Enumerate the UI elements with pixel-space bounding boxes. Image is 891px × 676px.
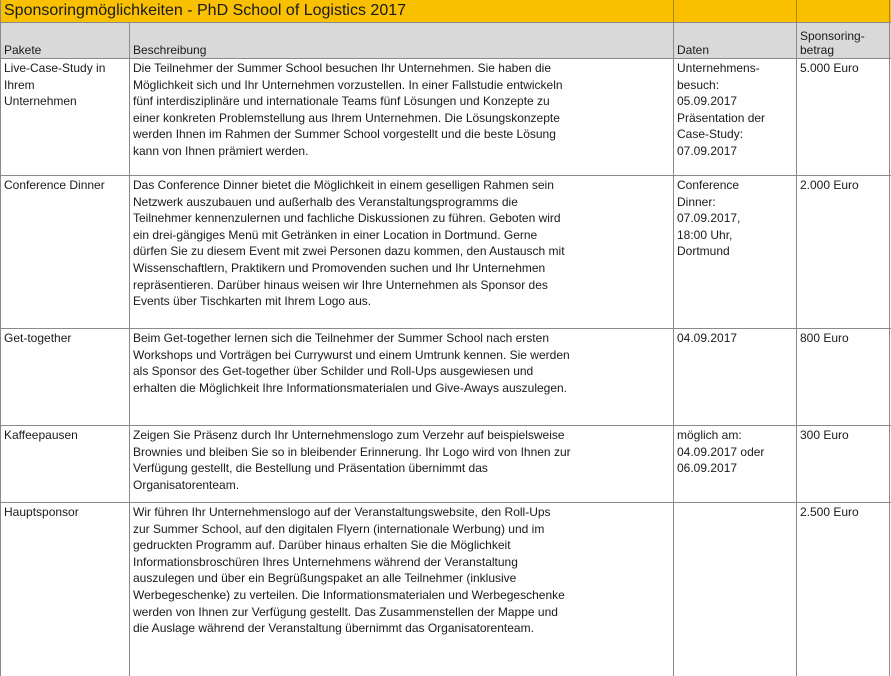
cell-beschreibung: Die Teilnehmer der Summer School besuchen Ihr Unternehmen. Sie haben die Möglichkeit sich und Ihr Unternehmen vorzustellen. In einer Fallstudie entwickeln fünf interdisziplinäre und internationale Teams fünf Lösungen und Konzepte zu einer konkreten Problemstellung aus Ihrem Unternehmen. Die Lösungskonzepte werden Ihnen im Rahmen der Summer School vorgestellt und die beste Lösung kann von Ihnen prämiert werden. [130,59,674,175]
cell-beschreibung: Wir führen Ihr Unternehmenslogo auf der Veranstaltungswebsite, den Roll-Ups zur Summer School, auf den digitalen Flyern (internationale Werbung) und im gedruckten Programm auf. Darüber hinaus erhalten Sie die Möglichkeit Informationsbroschüren Ihres Unternehmens während der Veranstaltung auszulegen und über ein Begrüßungspaket an alle Teilnehmer (inklusive Werbegeschenke) zu verteilen. Die Informationsmaterialen und Werbegeschenke werden von Ihnen zur Verfügung gestellt. Das Zusammenstellen der Mappe und die Auslage während der Veranstaltung übernimmt das Organisatorenteam. [130,503,674,676]
cell-daten [674,503,797,676]
header-row [0,23,891,59]
cell-daten: Conference Dinner: 07.09.2017, 18:00 Uhr, Dortmund [674,176,797,328]
table-title: Sponsoringmöglichkeiten - PhD School of Logistics 2017 [0,0,674,22]
cell-betrag: 2.000 Euro [797,176,890,328]
cell-paket: Kaffeepausen [0,426,130,502]
cell-betrag: 300 Euro [797,426,890,502]
table-row [0,503,891,676]
cell-betrag: 2.500 Euro [797,503,890,676]
title-row [0,0,891,23]
header-pakete: Pakete [0,23,130,58]
header-betrag: Sponsoring- betrag [797,23,890,58]
header-beschreibung: Beschreibung [130,23,674,58]
cell-beschreibung: Das Conference Dinner bietet die Möglichkeit in einem geselligen Rahmen sein Netzwerk auszubauen und außerhalb des Veranstaltungsprogramms die Teilnehmer kennenzulernen und fachliche Diskussionen zu führen. Geboten wird ein drei-gängiges Menü mit Getränken in einer Location in Dortmund. Gerne dürfen Sie zu diesem Event mit zwei Personen dazu kommen, den Austausch mit Wissenschaftlern, Praktikern und Promovenden suchen und Ihr Unternehmen repräsentieren. Darüber hinaus weisen wir Ihre Unternehmen als Sponsor des Events über Tischkarten mit Ihrem Logo aus. [130,176,674,328]
cell-paket: Live-Case-Study in Ihrem Unternehmen [0,59,130,175]
cell-beschreibung: Zeigen Sie Präsenz durch Ihr Unternehmenslogo zum Verzehr auf beispielsweise Brownies und bleiben Sie so in bleibender Erinnerung. Ihr Logo wird von Ihnen zur Verfügung gestellt, die Bestellung und Präsentation übernimmt das Organisatorenteam. [130,426,674,502]
cell-paket: Get-together [0,329,130,425]
table-row [0,329,891,426]
cell-paket: Conference Dinner [0,176,130,328]
cell-betrag: 800 Euro [797,329,890,425]
title-cell-betrag [797,0,890,22]
cell-daten: möglich am: 04.09.2017 oder 06.09.2017 [674,426,797,502]
table-row [0,426,891,503]
cell-daten: 04.09.2017 [674,329,797,425]
title-cell-daten [674,0,797,22]
table-row [0,176,891,329]
cell-paket: Hauptsponsor [0,503,130,676]
cell-betrag: 5.000 Euro [797,59,890,175]
header-daten: Daten [674,23,797,58]
table-row [0,59,891,176]
cell-beschreibung: Beim Get-together lernen sich die Teilnehmer der Summer School nach ersten Workshops und Vorträgen bei Currywurst und einem Umtrunk kennen. Sie werden als Sponsor des Get-together über Schilder und Roll-Ups ausgewiesen und erhalten die Möglichkeit Ihre Informationsmaterialen und Give-Aways auszulegen. [130,329,674,425]
cell-daten: Unternehmens- besuch: 05.09.2017 Präsentation der Case-Study: 07.09.2017 [674,59,797,175]
